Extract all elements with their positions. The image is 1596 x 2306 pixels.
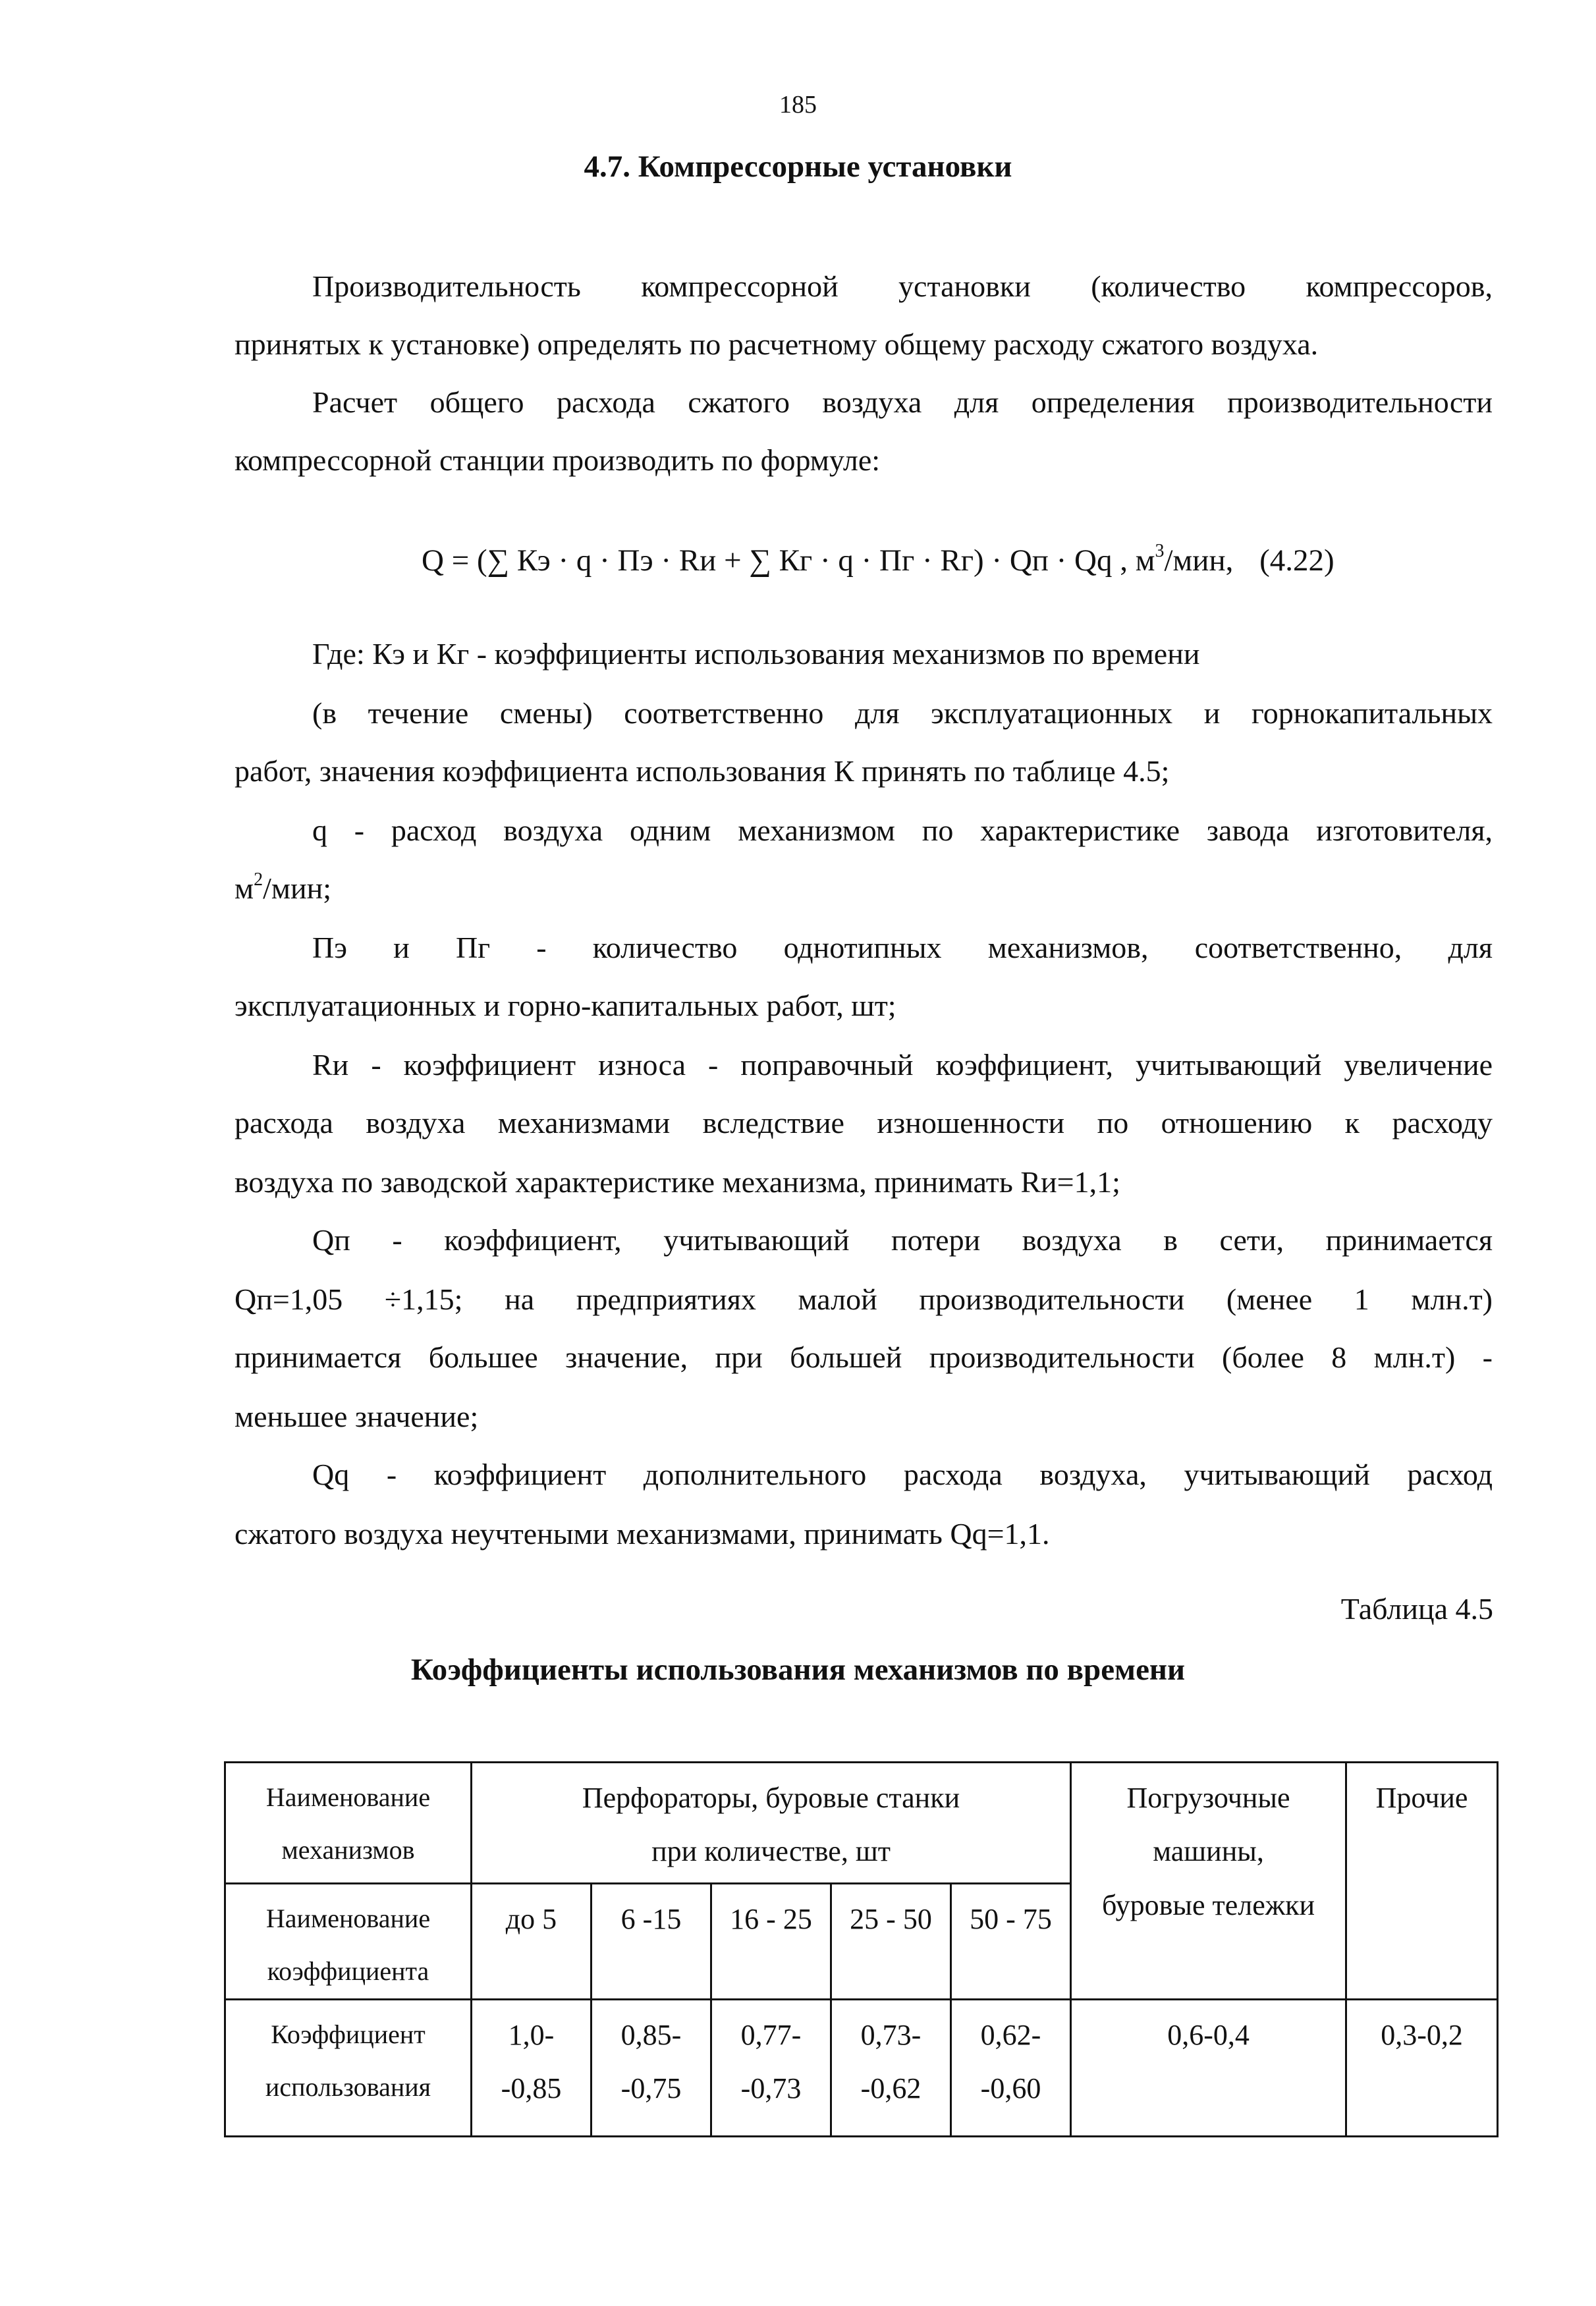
definition-line: Rи - коэффициент износа - поправочный коэффициент, учитывающий увеличение xyxy=(312,1048,1493,1082)
definition-line: расхода воздуха механизмами вследствие изношенности по отношению к расходу xyxy=(234,1106,1493,1139)
value-cell: 0,62- -0,60 xyxy=(951,2000,1071,2137)
paragraph-line: Производительность компрессорной установки (количество компрессоров, xyxy=(312,269,1493,303)
range-cell: 16 - 25 xyxy=(711,1884,831,2000)
definition-line: эксплуатационных и горно-капитальных работ, шт; xyxy=(234,989,896,1022)
definition-line: сжатого воздуха неучтеными механизмами, принимать Qq=1,1. xyxy=(234,1517,1050,1551)
definition-line: работ, значения коэффициента использования К принять по таблице 4.5; xyxy=(234,754,1170,788)
header-coefficient-name: Наименование коэффициента xyxy=(225,1884,472,2000)
range-cell: 25 - 50 xyxy=(831,1884,951,2000)
paragraph-line: компрессорной станции производить по формуле: xyxy=(234,443,881,477)
formula-unit: /мин, xyxy=(1164,543,1234,578)
formula-number: (4.22) xyxy=(1259,543,1335,578)
definition-line: Пэ и Пг - количество однотипных механизмов, соответственно, для xyxy=(312,931,1493,964)
header-perforators: Перфораторы, буровые станки при количестве, шт xyxy=(472,1763,1071,1884)
range-cell: до 5 xyxy=(472,1884,592,2000)
value-cell: 0,85- -0,75 xyxy=(592,2000,711,2137)
value-cell: 1,0- -0,85 xyxy=(472,2000,592,2137)
paragraph-line: Расчет общего расхода сжатого воздуха для определения производительности xyxy=(312,385,1493,419)
row-usage-coefficient: Коэффициент использования xyxy=(225,2000,472,2137)
value-cell-other: 0,3-0,2 xyxy=(1346,2000,1498,2137)
unit-text: м xyxy=(234,871,254,905)
range-cell: 6 -15 xyxy=(592,1884,711,2000)
definition-line: Qq - коэффициент дополнительного расхода воздуха, учитывающий расход xyxy=(312,1458,1493,1491)
table-label: Таблица 4.5 xyxy=(1340,1592,1493,1626)
value-cell: 0,77- -0,73 xyxy=(711,2000,831,2137)
table-title: Коэффициенты использования механизмов по времени xyxy=(410,1653,1186,1687)
unit-superscript: 2 xyxy=(254,869,263,890)
definition-line: воздуха по заводской характеристике механизма, принимать Rи=1,1; xyxy=(234,1165,1120,1199)
paragraph-line: принятых к установке) определять по расчетному общему расходу сжатого воздуха. xyxy=(234,327,1319,361)
unit-text: /мин; xyxy=(263,871,332,905)
definition-line: принимается большее значение, при большей производительности (более 8 млн.т) - xyxy=(234,1340,1493,1374)
section-heading: 4.7. Компрессорные установки xyxy=(584,150,1012,184)
header-other: Прочие xyxy=(1346,1763,1498,2000)
definition-line: Qп=1,05 ÷1,15; на предприятиях малой производительности (менее 1 млн.т) xyxy=(234,1282,1493,1316)
formula-superscript: 3 xyxy=(1155,541,1165,562)
page-number: 185 xyxy=(779,91,817,119)
value-cell: 0,73- -0,62 xyxy=(831,2000,951,2137)
header-loading-machines: Погрузочные машины, буровые тележки xyxy=(1071,1763,1346,2000)
value-cell-loading: 0,6-0,4 xyxy=(1071,2000,1346,2137)
coefficients-table xyxy=(224,1761,1499,2137)
definition-line xyxy=(234,869,1493,905)
definition-line: Где: Кэ и Кг - коэффициенты использования механизмов по времени xyxy=(312,637,1200,671)
header-mechanism-name: Наименование механизмов xyxy=(225,1763,472,1884)
definition-line: Qп - коэффициент, учитывающий потери воздуха в сети, принимается xyxy=(312,1223,1493,1257)
definition-line: q - расход воздуха одним механизмом по характеристике завода изготовителя, xyxy=(312,813,1493,847)
formula-text: Q = (∑ Кэ · q · Пэ · Rи + ∑ Кг · q · Пг · Rг) · Qп · Qq , м xyxy=(422,543,1155,578)
definition-line: (в течение смены) соответственно для эксплуатационных и горнокапитальных xyxy=(312,696,1493,730)
range-cell: 50 - 75 xyxy=(951,1884,1071,2000)
formula-4-22 xyxy=(422,541,1335,578)
definition-line: меньшее значение; xyxy=(234,1400,479,1433)
